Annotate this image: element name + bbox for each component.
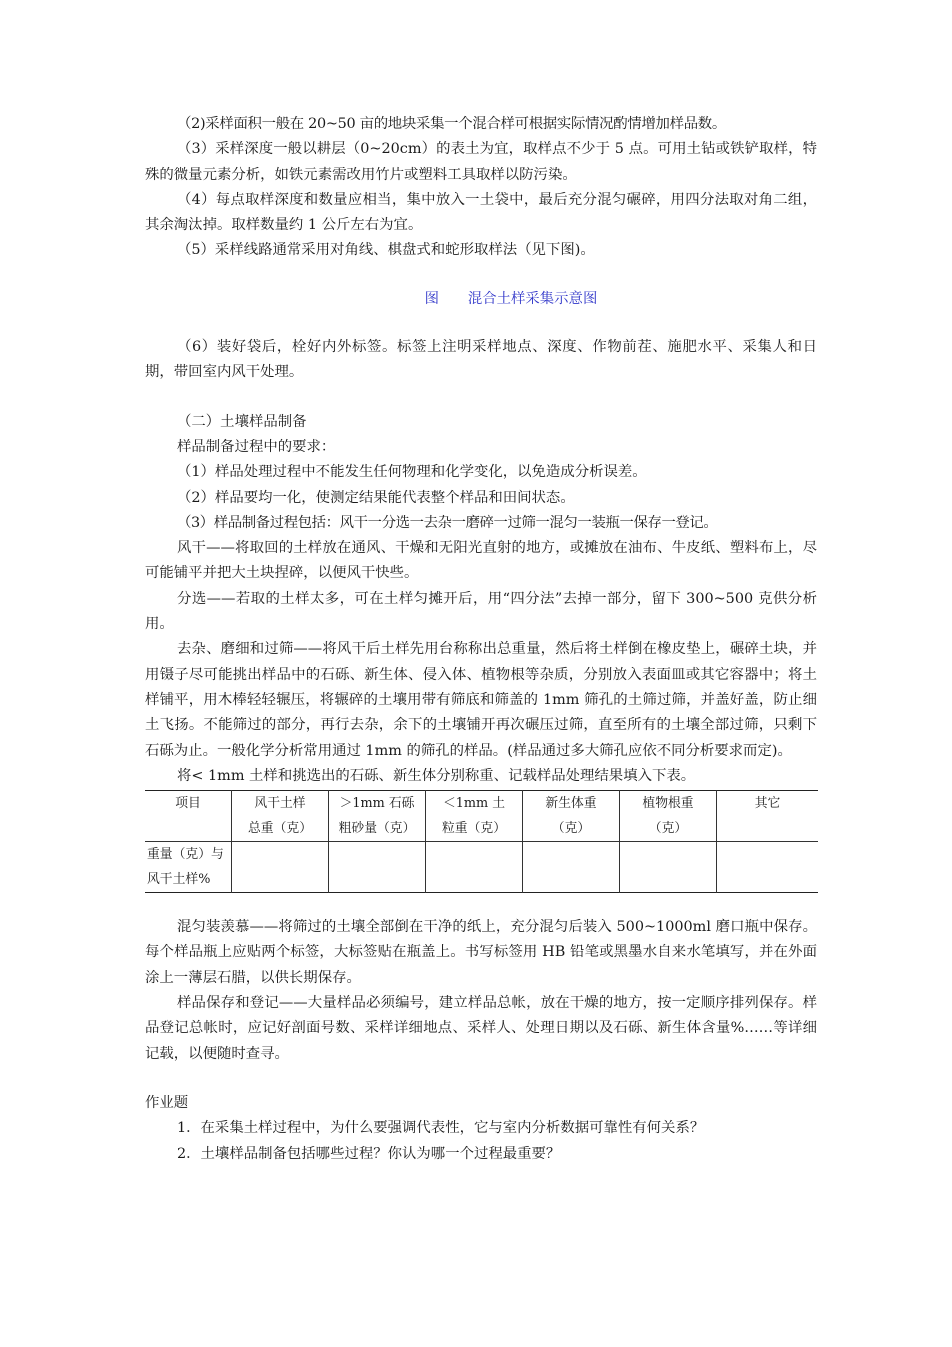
homework-question-1: 1．在采集土样过程中，为什么要强调代表性，它与室内分析数据可靠性有何关系？: [177, 1120, 705, 1137]
section-title: （二）土壤样品制备: [177, 413, 307, 430]
table-header-cell: ＜1mm 土 粒重（克）: [426, 791, 523, 842]
requirements-intro: 样品制备过程中的要求：: [177, 438, 336, 455]
sample-processing-table: [145, 790, 818, 893]
requirement-2: （2）样品要均一化，使测定结果能代表整个样品和田间状态。: [177, 489, 575, 506]
table-row-label: 重量（克）与 风干土样%: [145, 842, 232, 893]
step-store: 样品保存和登记——大量样品必须编号，建立样品总帐，放在干燥的地方，按一定顺序排列保存。样品登记总帐时，应记好剖面号数、采样详细地点、采样人、处理日期以及石砾、新生体含量%……等详细记载，以便随时查寻。: [145, 995, 817, 1062]
requirement-1: （1）样品处理过程中不能发生任何物理和化学变化，以免造成分析误差。: [177, 464, 647, 481]
table-cell: [620, 842, 717, 893]
paragraph-labeling: （6）装好袋后，栓好内外标签。标签上注明采样地点、深度、作物前茬、施肥水平、采集人和日期，带回室内风干处理。: [145, 339, 817, 381]
table-cell: [717, 842, 819, 893]
step-air-dry: 风干——将取回的土样放在通风、干燥和无阳光直射的地方，或摊放在油布、牛皮纸、塑料布上，尽可能铺平并把大土块捏碎，以便风干快些。: [145, 540, 817, 582]
homework-title: 作业题: [145, 1094, 189, 1111]
table-header-row: [145, 791, 818, 842]
table-cell: [232, 842, 329, 893]
requirement-3: （3）样品制备过程包括：风干一分选一去杂一磨碎一过筛一混匀一装瓶一保存一登记。: [177, 514, 718, 531]
homework-question-2: 2．土壤样品制备包括哪些过程？你认为哪一个过程最重要？: [177, 1145, 561, 1162]
step-mix: 混匀装羡慕——将筛过的土壤全部倒在干净的纸上，充分混匀后装入 500~1000ml 磨口瓶中保存。每个样品瓶上应贴两个标签，大标签贴在瓶盖上。书写标签用 HB 铅笔或黑墨水自来水笔填写，并在外面涂上一薄层石腊，以供长期保存。: [145, 919, 817, 986]
table-header-cell: 其它: [754, 796, 781, 812]
paragraph-sampling-route: （5）采样线路通常采用对角线、棋盘式和蛇形取样法（见下图)。: [177, 242, 595, 259]
document-page: [145, 112, 817, 1167]
paragraph-sampling-area: （2)采样面积一般在 20~50 亩的地块采集一个混合样可根据实际情况酌情增加样品数。: [177, 116, 726, 132]
step-sieve: 去杂、磨细和过筛——将风干后土样先用台称称出总重量，然后将土样倒在橡皮垫上，碾碎土块，并用镊子尽可能挑出样品中的石砾、新生体、侵入体、植物根等杂质，分别放入表面皿或其它容器中；将土样铺平，用木棒轻轻辗压，将辗碎的土壤用带有筛底和筛盖的 1mm 筛孔的土筛过筛，并盖好盖，防止细土飞扬。不能筛过的部分，再行去杂，余下的土壤铺开再次碾压过筛，直至所有的土壤全部过筛，只剩下石砾为止。一般化学分析常用通过 1mm 的筛孔的样品。(样品通过多大筛孔应依不同分析要求而定)。: [145, 641, 817, 759]
table-cell: [523, 842, 620, 893]
table-row: [145, 842, 818, 893]
paragraph-sample-quantity: （4）每点取样深度和数量应相当，集中放入一土袋中，最后充分混匀碾碎，用四分法取对角二组，其余淘汰掉。取样数量约 1 公斤左右为宜。: [145, 191, 817, 234]
figure-caption: 图 混合土样采集示意图: [424, 290, 598, 307]
table-header-cell: ＞1mm 石砾 粗砂量（克）: [329, 791, 426, 842]
table-header-cell: 风干土样 总重（克）: [232, 791, 329, 842]
table-cell: [426, 842, 523, 893]
table-header-cell: 植物根重 （克）: [620, 791, 717, 842]
paragraph-sampling-depth: （3）采样深度一般以耕层（0~20cm）的表土为宜，取样点不少于 5 点。可用土钻或铁铲取样，特殊的微量元素分析，如铁元素需改用竹片或塑料工具取样以防污染。: [145, 141, 817, 183]
table-header-cell: 项目: [145, 791, 232, 842]
table-intro: 将< 1mm 土样和挑选出的石砾、新生体分别称重、记载样品处理结果填入下表。: [177, 767, 696, 784]
table-header-cell: 新生体重 （克）: [523, 791, 620, 842]
table-cell: [329, 842, 426, 893]
step-select: 分选——若取的土样太多，可在土样匀摊开后，用“四分法”去掉一部分，留下 300~500 克供分析用。: [145, 590, 817, 633]
